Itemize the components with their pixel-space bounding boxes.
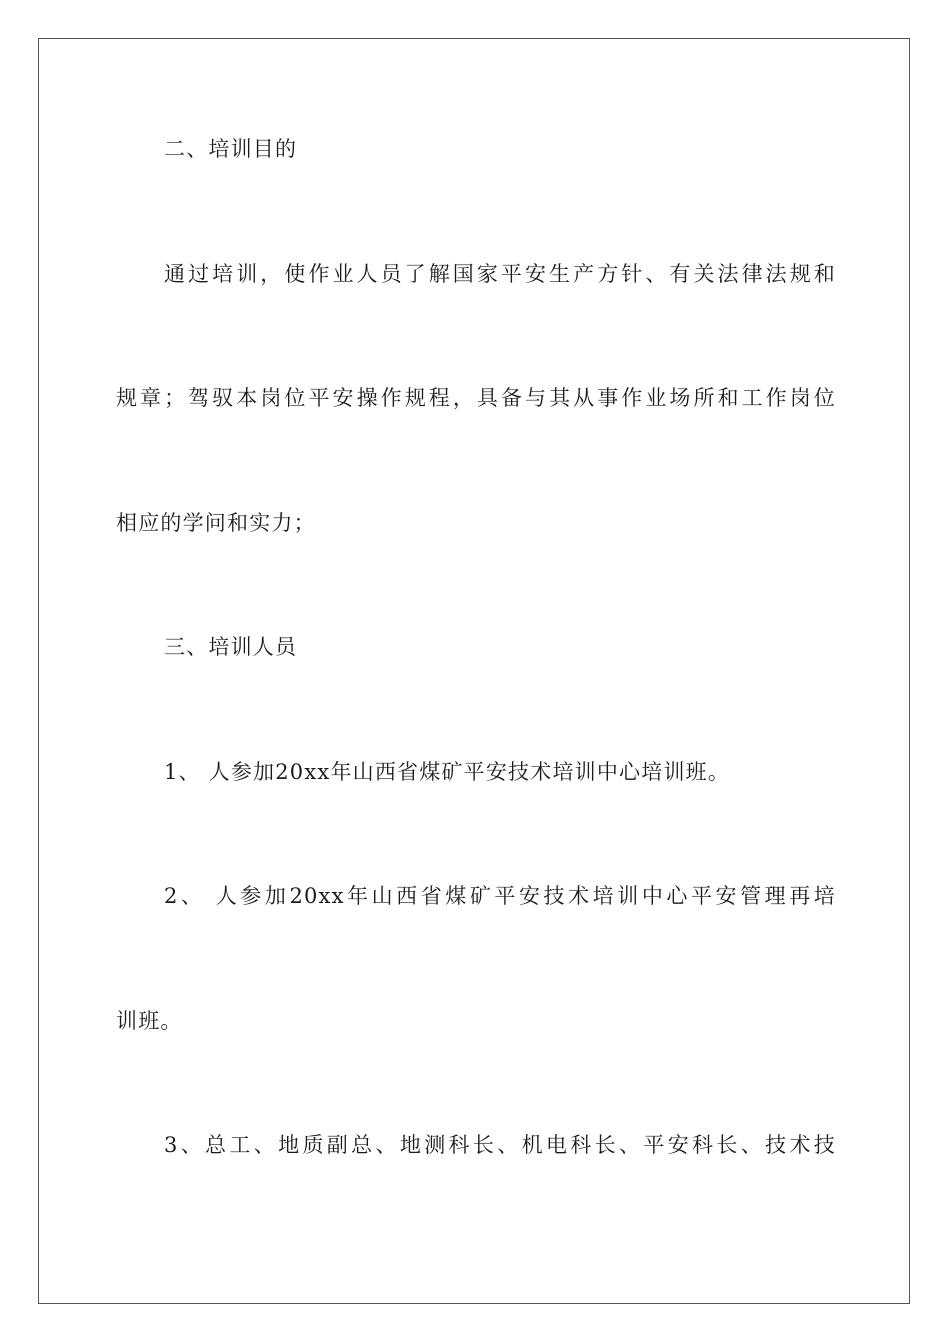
paragraph-line: 相应的学问和实力； xyxy=(116,511,316,535)
page-border xyxy=(38,38,910,1304)
list-item-continuation: 训班。 xyxy=(116,1009,183,1033)
list-item: 2、 人参加20xx年山西省煤矿平安技术培训中心平安管理再培 xyxy=(164,884,836,908)
paragraph-line: 通过培训，使作业人员了解国家平安生产方针、有关法律法规和 xyxy=(164,262,836,286)
list-item: 3、总工、地质副总、地测科长、机电科长、平安科长、技术技 xyxy=(164,1133,836,1157)
paragraph-line: 规章；驾驭本岗位平安操作规程，具备与其从事作业场所和工作岗位 xyxy=(116,386,836,410)
list-item: 1、 人参加20xx年山西省煤矿平安技术培训中心培训班。 xyxy=(164,760,731,784)
section-heading-training-personnel: 三、培训人员 xyxy=(164,635,298,659)
section-heading-training-purpose: 二、培训目的 xyxy=(164,137,298,161)
